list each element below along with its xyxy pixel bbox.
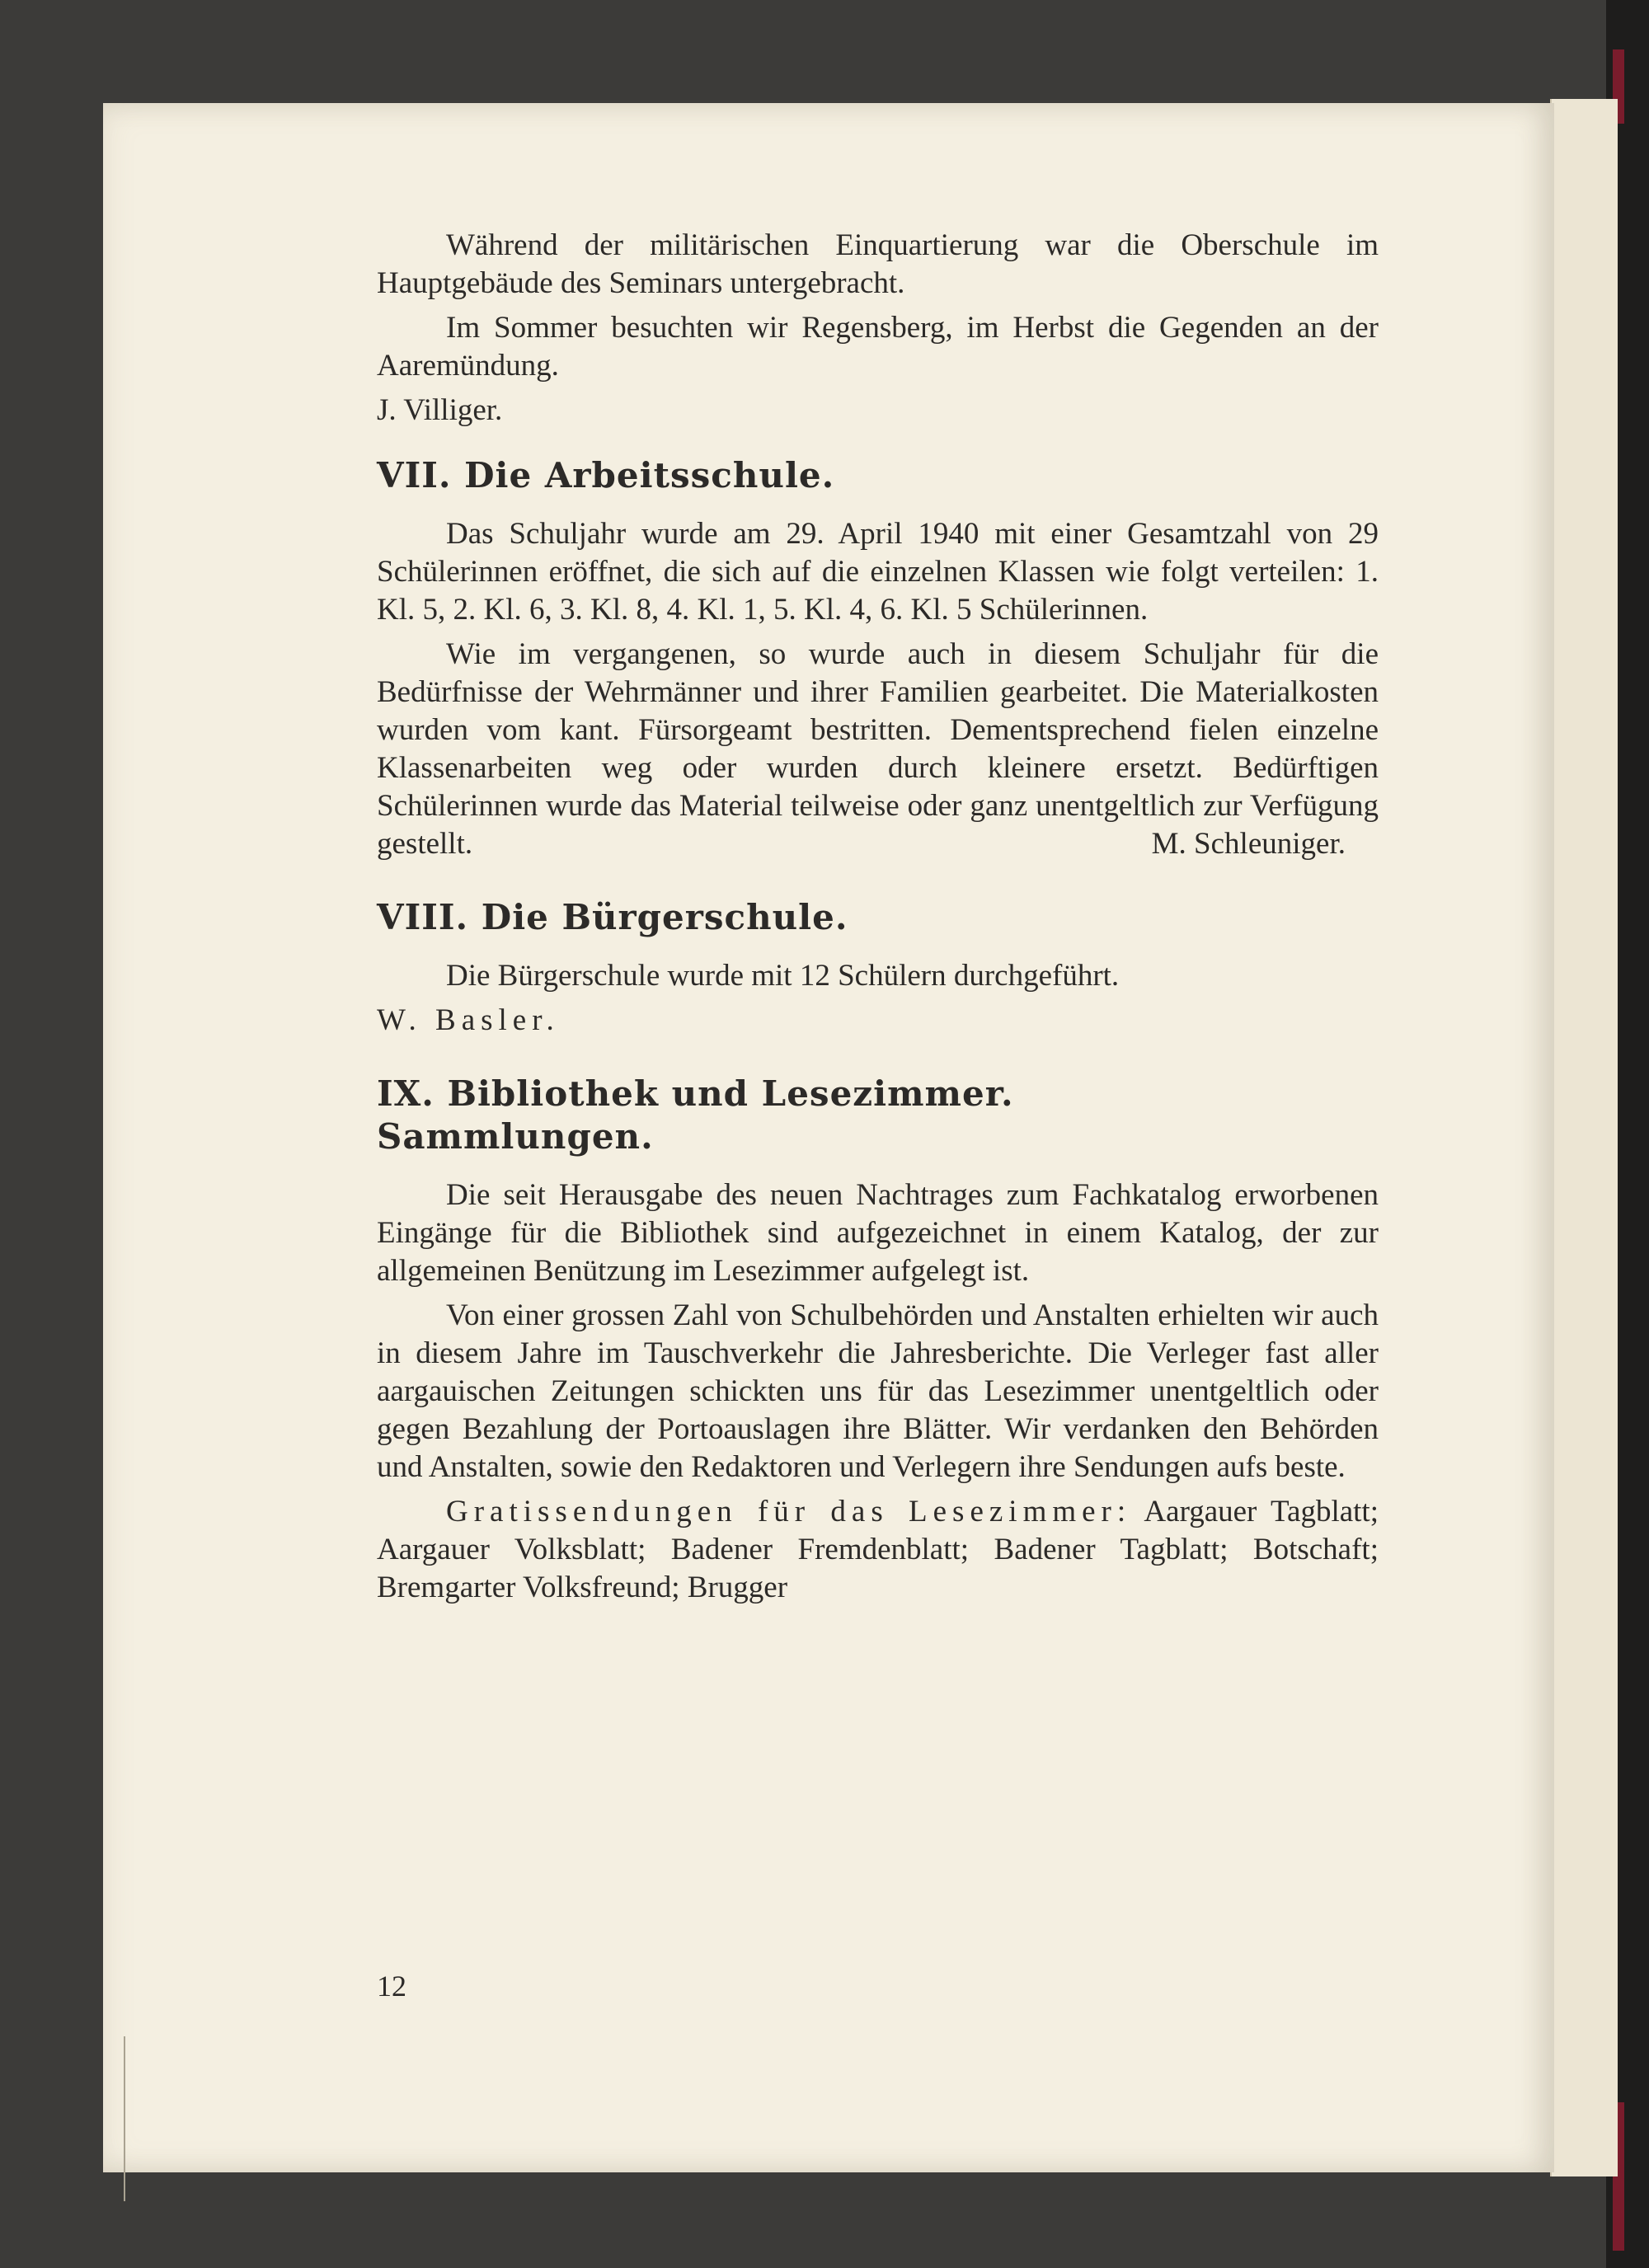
adjacent-page-edge [1550, 99, 1618, 2176]
section-9-heading-line-1: IX. Bibliothek und Lesezimmer. [377, 1073, 1014, 1114]
section-7-paragraph-2-text: Wie im vergangenen, so wurde auch in diesem Schuljahr für die Bedürfnisse der Wehrmänner und ihrer Familien gearbeitet. Die Materialkosten wurden vom kant. Fürsorgeamt bestritten. Dementsprechend fielen einzelne Klassenarbeiten weg oder wurden durch kleinere ersetzt. Bedürftigen Schülerinnen wurde das Material teilweise oder ganz unentgeltlich zur Verfügung gestellt. [377, 637, 1379, 861]
section-9-paragraph-3 [377, 1493, 1379, 1607]
section-7-paragraph-1: Das Schuljahr wurde am 29. April 1940 mit einer Gesamtzahl von 29 Schülerinnen eröffnet, die sich auf die einzelnen Klassen wie folgt verteilen: 1. Kl. 5, 2. Kl. 6, 3. Kl. 8, 4. Kl. 1, 5. Kl. 4, 6. Kl. 5 Schülerinnen. [377, 517, 1379, 627]
section-8-paragraph-1: Die Bürgerschule wurde mit 12 Schülern durchgeführt. [446, 959, 1120, 993]
section-8-signature: W. Basler. [377, 1003, 560, 1037]
intro-paragraph-1: Während der militärischen Einquartierung war die Oberschule im Hauptgebäude des Seminars untergebracht. [377, 228, 1379, 300]
intro-paragraph-2: Im Sommer besuchten wir Regensberg, im Herbst die Gegenden an der Aaremündung. [377, 311, 1379, 383]
section-9-paragraph-3-lead: Gratissendungen für das Lesezimmer: [446, 1495, 1132, 1528]
section-7-signature: M. Schleuniger. [1151, 827, 1346, 861]
section-9-paragraph-1: Die seit Herausgabe des neuen Nachtrages zum Fachkatalog erworbenen Eingänge für die Bibliothek sind aufgezeichnet in einem Katalog, der zur allgemeinen Benützung im Lesezimmer aufgelegt ist. [377, 1178, 1379, 1288]
section-9-paragraph-2: Von einer grossen Zahl von Schulbehörden und Anstalten erhielten wir auch in diesem Jahre im Tauschverkehr die Jahresberichte. Die Verleger fast aller aargauischen Zeitungen schickten uns für das Lesezimmer unentgeltlich oder gegen Bezahlung der Portoauslagen ihre Blätter. Wir verdanken den Behörden und Anstalten, sowie den Redaktoren und Verlegern ihre Sendungen aufs beste. [377, 1298, 1379, 1484]
section-9-heading-line-2: Sammlungen. [377, 1116, 654, 1157]
section-8-heading: VIII. Die Bürgerschule. [377, 897, 848, 937]
page-stack-edge [124, 2036, 142, 2201]
page-text [377, 227, 1379, 1613]
intro-signature: J. Villiger. [377, 393, 503, 427]
page-number: 12 [377, 1970, 406, 2003]
section-9-paragraph-3-rest: Aargauer Tagblatt; Aargauer Volksblatt; Badener Fremdenblatt; Badener Tagblatt; Botschaft; Bremgarter Volksfreund; Brugger [377, 1495, 1379, 1604]
section-7-heading: VII. Die Arbeitsschule. [377, 455, 835, 495]
section-7-paragraph-2 [377, 636, 1379, 863]
